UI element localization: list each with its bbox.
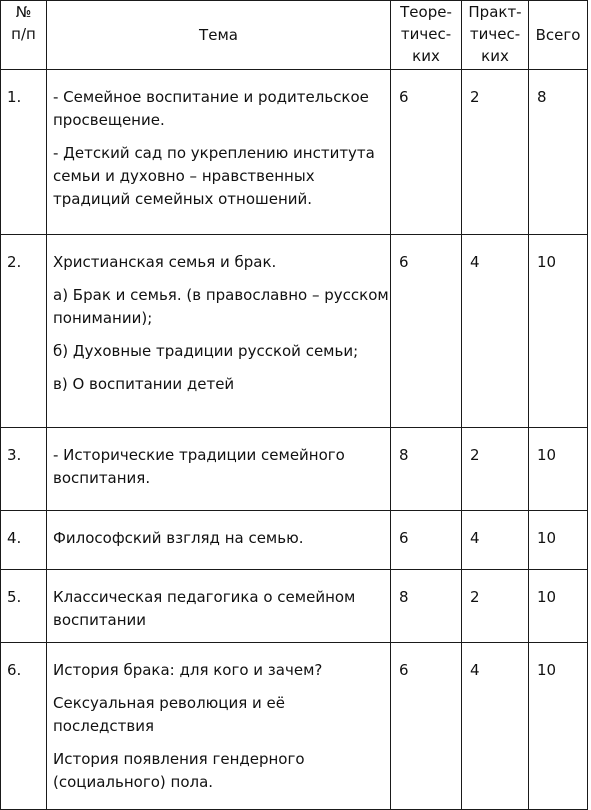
header-theory <box>391 1 462 70</box>
row-total-hours: 10 <box>529 511 588 570</box>
header-theory-line1: Теоре- <box>400 3 452 21</box>
header-num <box>1 1 47 70</box>
header-num-line2: п/п <box>11 25 36 43</box>
row-practice-hours: 2 <box>462 428 529 511</box>
table-row <box>1 643 588 810</box>
header-row <box>1 1 588 70</box>
row-number: 5. <box>1 570 47 643</box>
row-theory-hours: 6 <box>391 643 462 810</box>
row-practice-hours: 4 <box>462 643 529 810</box>
row-theory-hours: 6 <box>391 511 462 570</box>
row-total-hours: 8 <box>529 70 588 235</box>
row-topic <box>47 570 391 643</box>
table-row <box>1 511 588 570</box>
row-total-hours: 10 <box>529 235 588 428</box>
row-theory-hours: 6 <box>391 235 462 428</box>
table-row <box>1 235 588 428</box>
row-practice-hours: 4 <box>462 235 529 428</box>
row-topic <box>47 235 391 428</box>
header-topic: Тема <box>47 1 391 70</box>
row-total-hours: 10 <box>529 643 588 810</box>
row-theory-hours: 8 <box>391 570 462 643</box>
header-num-line1: № <box>15 3 32 21</box>
topic-paragraph: Сексуальная революция и её последствия <box>53 694 286 735</box>
header-practice-line3: ких <box>481 47 509 65</box>
topic-paragraph: - Семейное воспитание и родительское просвещение. <box>53 88 369 129</box>
topic-paragraph: Классическая педагогика о семейном воспитании <box>53 588 356 629</box>
topic-paragraph: - Исторические традиции семейного воспитания. <box>53 446 345 487</box>
topic-paragraph: - Детский сад по укреплению института семьи и духовно – нравственных традиций семейных отношений. <box>53 144 375 208</box>
row-number: 2. <box>1 235 47 428</box>
topic-paragraph: в) О воспитании детей <box>53 375 235 393</box>
table-row <box>1 570 588 643</box>
table-row <box>1 70 588 235</box>
table-row <box>1 428 588 511</box>
row-topic <box>47 428 391 511</box>
header-practice <box>462 1 529 70</box>
row-total-hours: 10 <box>529 570 588 643</box>
header-practice-line1: Практ- <box>468 3 522 21</box>
header-total: Всего <box>529 1 588 70</box>
row-number: 4. <box>1 511 47 570</box>
row-number: 3. <box>1 428 47 511</box>
topic-paragraph: Философский взгляд на семью. <box>53 529 304 547</box>
header-practice-line2: тичес- <box>469 25 521 43</box>
topic-paragraph: История появления гендерного (социального) пола. <box>53 750 305 791</box>
topic-paragraph: а) Брак и семья. (в православно – русском понимании); <box>53 286 389 327</box>
row-topic <box>47 643 391 810</box>
topic-paragraph: б) Духовные традиции русской семьи; <box>53 342 359 360</box>
row-total-hours: 10 <box>529 428 588 511</box>
row-practice-hours: 2 <box>462 70 529 235</box>
header-theory-line2: тичес- <box>400 25 452 43</box>
row-topic <box>47 511 391 570</box>
row-practice-hours: 2 <box>462 570 529 643</box>
header-theory-line3: ких <box>412 47 440 65</box>
row-number: 6. <box>1 643 47 810</box>
row-theory-hours: 6 <box>391 70 462 235</box>
row-number: 1. <box>1 70 47 235</box>
row-theory-hours: 8 <box>391 428 462 511</box>
row-practice-hours: 4 <box>462 511 529 570</box>
topic-paragraph: История брака: для кого и зачем? <box>53 661 323 679</box>
row-topic <box>47 70 391 235</box>
topic-paragraph: Христианская семья и брак. <box>53 253 277 271</box>
